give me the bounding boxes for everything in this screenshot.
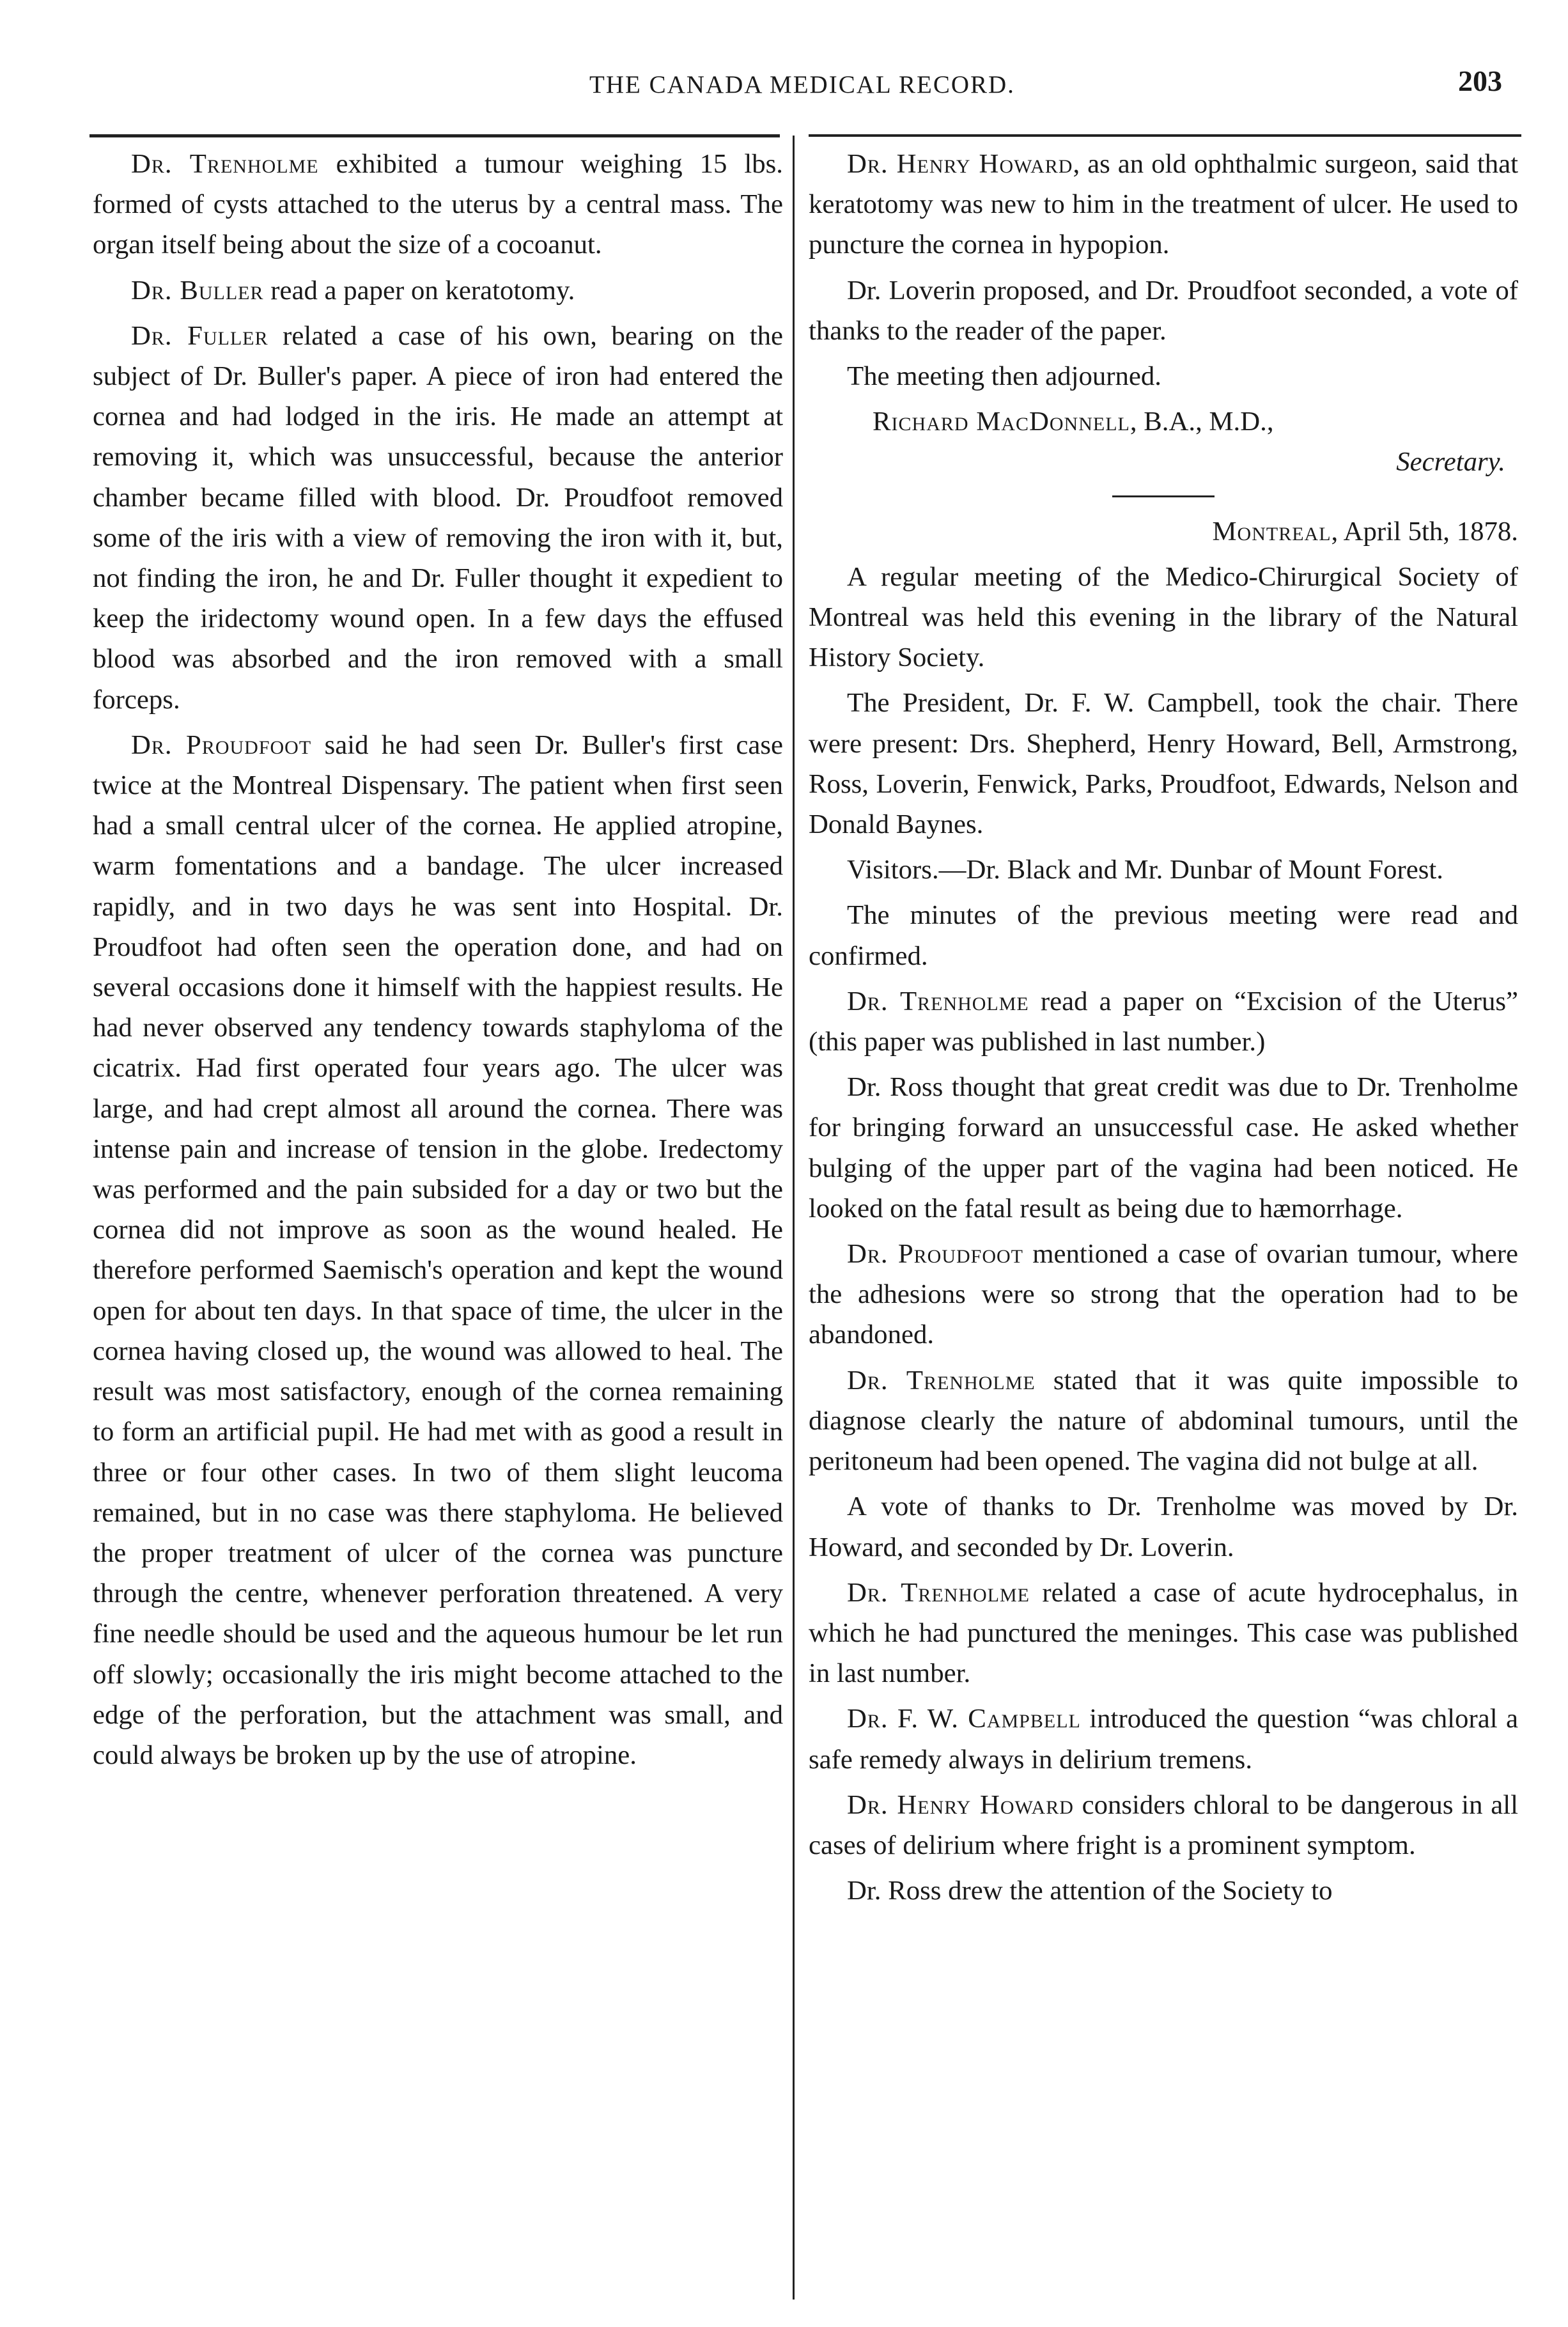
- paragraph: A regular meeting of the Medico-Chirurgical Society of Montreal was held this evening in the library of the Natural History Society.: [809, 561, 1518, 673]
- page-number: 203: [1458, 65, 1502, 97]
- column-divider: [793, 136, 795, 2300]
- speaker-name: Dr. F. W. Campbell: [847, 1704, 1081, 1734]
- dateline-date: , April 5th, 1878.: [1331, 516, 1518, 547]
- paragraph: [809, 1871, 1518, 1911]
- right-column: [809, 144, 1518, 1916]
- paragraph: [809, 144, 1518, 265]
- dateline-place: Montreal: [1212, 516, 1331, 547]
- speaker-name: Dr. Proudfoot: [131, 729, 312, 760]
- paragraph: [809, 981, 1518, 1062]
- left-column: [93, 144, 783, 1780]
- dateline: [809, 511, 1518, 552]
- paragraph: Dr. Loverin proposed, and Dr. Proudfoot seconded, a vote of thanks to the reader of the paper.: [809, 275, 1518, 346]
- speaker-name: Dr. Henry Howard: [847, 149, 1073, 179]
- page-header: [89, 45, 1515, 102]
- paragraph-text: Dr. Ross drew the attention of the Society to: [847, 1876, 1333, 1906]
- paragraph-text: , as an old ophthalmic surgeon, said that keratotomy was new to him in the treatment of ulcer. He used to puncture the cornea in hypopion.: [809, 149, 1518, 260]
- paragraph-text: A vote of thanks to Dr. Trenholme was moved by Dr. Howard, and seconded by Dr. Loverin.: [809, 1491, 1518, 1562]
- paragraph: [809, 1785, 1518, 1865]
- speaker-name: Dr. Trenholme: [847, 1577, 1030, 1608]
- paragraph: [809, 1360, 1518, 1482]
- paragraph: [809, 1699, 1518, 1779]
- paragraph-text: exhibited a tumour weighing 15 lbs. formed of cysts attached to the uterus by a central mass. The organ itself being about the size of a cocoanut.: [93, 149, 783, 260]
- paragraph-text: related a case of his own, bearing on the subject of Dr. Buller's paper. A piece of iron had entered the cornea and had lodged in the iris. He made an attempt at removing it, which was unsuccessful, because the anterior chamber became filled with blood. Dr. Proudfoot removed some of the iris with a view of removing the iron with it, but, not finding the iron, he and Dr. Fuller thought it expedient to keep the iridectomy wound open. In a few days the effused blood was absorbed and the iron removed with a small forceps.: [93, 320, 783, 715]
- paragraph: [93, 270, 783, 311]
- speaker-name: Dr. Henry Howard: [847, 1789, 1074, 1820]
- signature: [809, 401, 1518, 442]
- paragraph-text: stated that it was quite impossible to diagnose clearly the nature of abdominal tumours, until the peritoneum had been opened. The vagina did not bulge at all.: [809, 1365, 1518, 1477]
- speaker-name: Dr. Buller: [131, 275, 264, 306]
- paragraph-text: related a case of acute hydrocephalus, in which he had punctured the meninges. This case was published in last number.: [809, 1577, 1518, 1689]
- paragraph-text: said he had seen Dr. Buller's first case twice at the Montreal Dispensary. The patient when first seen had a small central ulcer of the cornea. He applied atropine, warm fomentations and a bandage. The ulcer increased rapidly, and in two days he was sent into Hospital. Dr. Proudfoot had often seen the operation done, and had on several occasions done it himself with the happiest results. He had never observed any tendency towards staphyloma of the cicatrix. Had first operated four years ago. The ulcer was large, and had crept almost all around the cornea. There was intense pain and increase of tension in the globe. Iredectomy was performed and the pain subsided for a day or two but the cornea did not improve as soon as the wound healed. He therefore performed Saemisch's operation and kept the wound open for about ten days. In that space of time, the ulcer in the cornea having closed up, the wound was allowed to heal. The result was most satisfactory, enough of the cornea remaining to form an artificial pupil. He had met with as good a result in three or four other cases. In two of them slight leucoma remained, but in no case was there staphyloma. He believed the proper treatment of ulcer of the cornea was puncture through the centre, whenever perforation threatened. A very fine needle should be used and the aqueous humour be let run off slowly; occasionally the iris might become attached to the edge of the perforation, but the attachment was small, and could always be broken up by the use of atropine.: [93, 729, 783, 1770]
- section-divider: [1112, 495, 1215, 497]
- paragraph-text: read a paper on “Excision of the Uterus” (this paper was published in last number.): [809, 986, 1518, 1057]
- running-title: THE CANADA MEDICAL RECORD.: [589, 71, 1015, 98]
- speaker-name: Dr. Trenholme: [847, 1365, 1036, 1396]
- speaker-name: Dr. Fuller: [131, 320, 268, 351]
- paragraph-text: mentioned a case of ovarian tumour, where the adhesions were so strong that the operation had to be abandoned.: [809, 1239, 1518, 1350]
- signature-name: Richard MacDonnell: [873, 407, 1130, 437]
- paragraph: [809, 1573, 1518, 1694]
- paragraph-text: Dr. Ross thought that great credit was due to Dr. Trenholme for bringing forward an unsuccessful case. He asked whether bulging of the upper part of the vagina had been noticed. He looked on the fatal result as being due to hæmorrhage.: [809, 1072, 1518, 1224]
- paragraph: [809, 1067, 1518, 1229]
- signature-degrees: , B.A., M.D.,: [1129, 407, 1274, 437]
- speaker-name: Dr. Trenholme: [847, 986, 1029, 1016]
- paragraph: [93, 316, 783, 720]
- paragraph: The President, Dr. F. W. Campbell, took the chair. There were present: Drs. Shepherd, Henry Howard, Bell, Armstrong, Ross, Loverin, Fenwick, Parks, Proudfoot, Edwards, Nelson and Donald Baynes.: [809, 688, 1518, 840]
- paragraph-text: read a paper on keratotomy.: [263, 275, 575, 306]
- paragraph: The meeting then adjourned.: [847, 361, 1161, 392]
- speaker-name: Dr. Proudfoot: [847, 1239, 1023, 1270]
- paragraph: The minutes of the previous meeting were read and confirmed.: [809, 900, 1518, 971]
- header-rule-left: [89, 134, 780, 137]
- paragraph: Visitors.—Dr. Black and Mr. Dunbar of Mount Forest.: [847, 855, 1443, 885]
- speaker-name: Dr. Trenholme: [131, 149, 319, 179]
- paragraph: [93, 725, 783, 1775]
- signature-role: Secretary.: [1396, 447, 1505, 478]
- header-rule-right: [809, 134, 1521, 137]
- paragraph: [809, 1486, 1518, 1567]
- paragraph-text: introduced the question “was chloral a safe remedy always in delirium tremens.: [809, 1704, 1518, 1775]
- paragraph: [93, 144, 783, 265]
- paragraph-text: considers chloral to be dangerous in all cases of delirium where fright is a prominent symptom.: [809, 1789, 1518, 1860]
- paragraph: [809, 1234, 1518, 1355]
